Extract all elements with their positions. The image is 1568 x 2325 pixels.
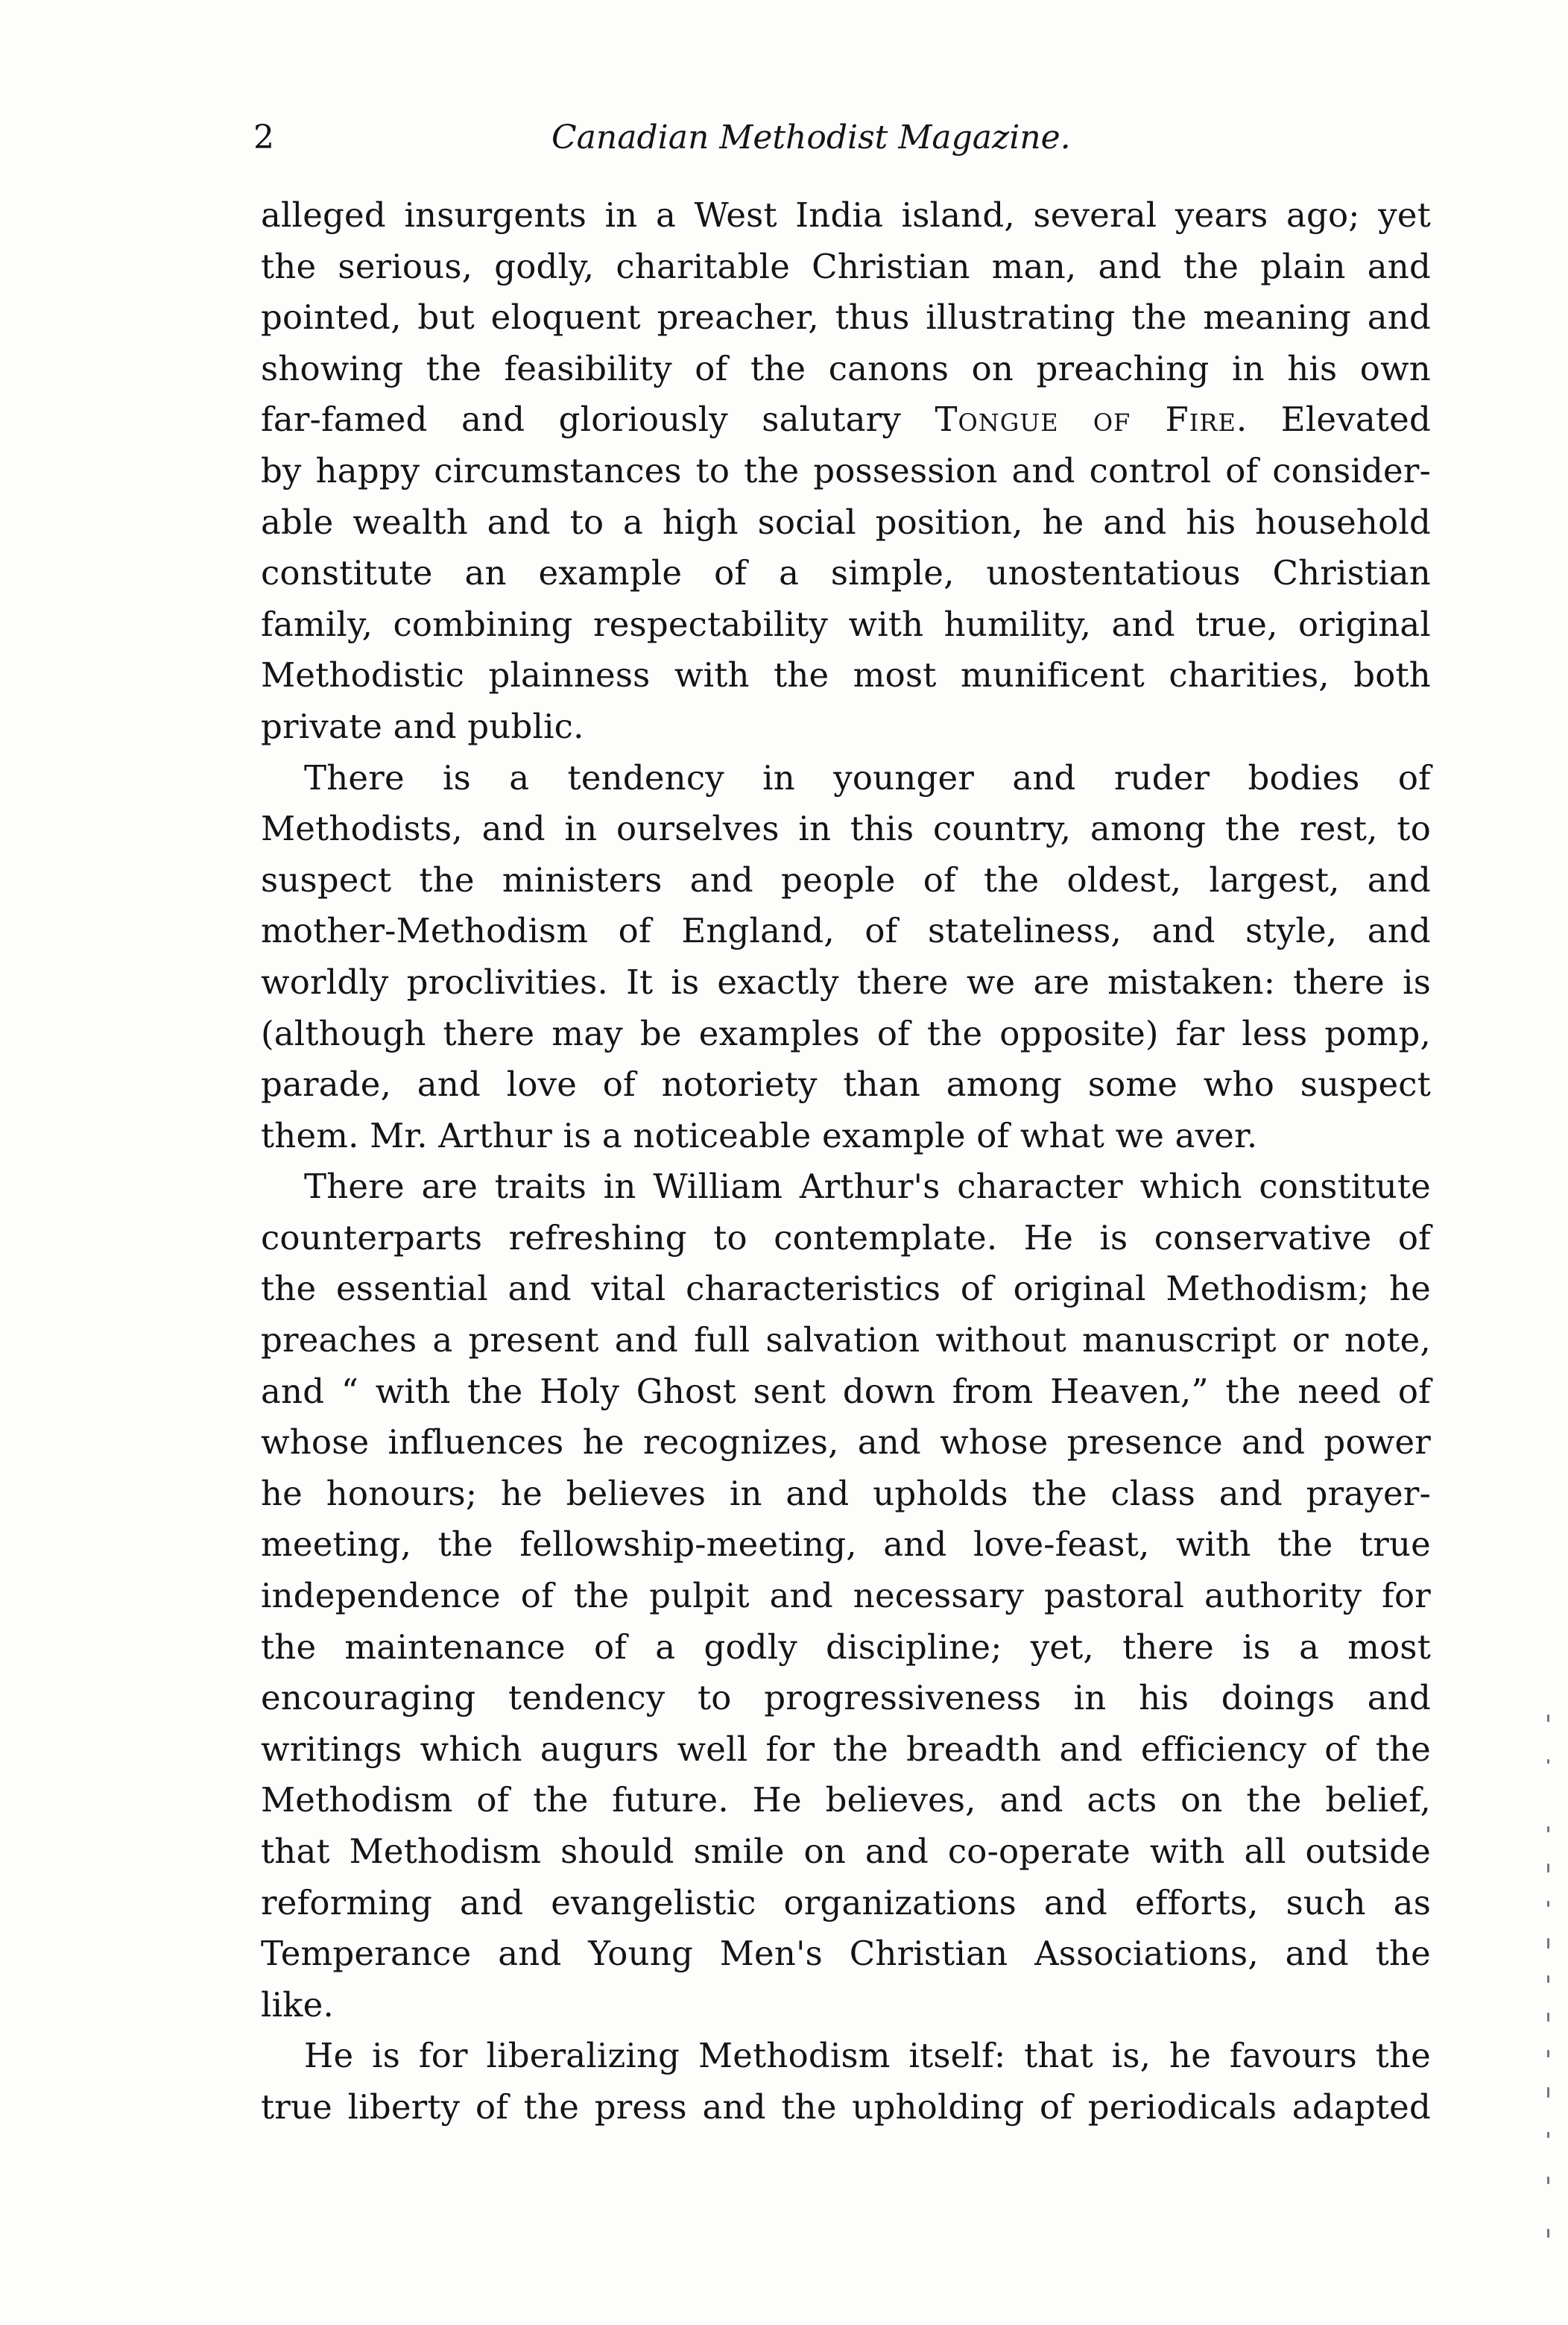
paragraph xyxy=(261,190,1431,753)
paragraph xyxy=(261,2031,1431,2133)
text-line: he honours; he believes in and upholds the class and prayer- xyxy=(261,1473,1431,1513)
text-line: encouraging tendency to progressiveness in his doings and xyxy=(261,1678,1431,1718)
text-line: able wealth and to a high social position, he and his household xyxy=(261,502,1431,542)
text-line: pointed, but eloquent preacher, thus illustrating the meaning and xyxy=(261,297,1431,338)
text-line: counterparts refreshing to contemplate. He is conservative of xyxy=(261,1217,1431,1258)
page-edge-marks xyxy=(1541,1714,1559,2251)
text-line: Methodistic plainness with the most munificent charities, both xyxy=(261,655,1431,695)
text-line: meeting, the fellowship-meeting, and love-feast, with the true xyxy=(261,1524,1431,1565)
article-body xyxy=(261,190,1431,2133)
text-line: the maintenance of a godly discipline; yet, there is a most xyxy=(261,1627,1431,1667)
text-line: There is a tendency in younger and ruder bodies of xyxy=(304,757,1431,798)
text-line: private and public. xyxy=(261,706,584,746)
text-line: (although there may be examples of the opposite) far less pomp, xyxy=(261,1013,1431,1053)
text-line: Methodism of the future. He believes, and acts on the belief, xyxy=(261,1780,1431,1820)
running-head xyxy=(253,112,1431,164)
text-line: He is for liberalizing Methodism itself: that is, he favours the xyxy=(304,2036,1431,2076)
text-line: that Methodism should smile on and co-operate with all outside xyxy=(261,1832,1431,1871)
text-line: preaches a present and full salvation without manuscript or note, xyxy=(261,1320,1431,1360)
text-line: independence of the pulpit and necessary pastoral authority for xyxy=(261,1576,1431,1616)
text-line: by happy circumstances to the possession and control of consider- xyxy=(261,450,1431,490)
text-line: alleged insurgents in a West India island, several years ago; yet xyxy=(261,195,1431,235)
text-line: Methodists, and in ourselves in this country, among the rest, to xyxy=(261,809,1431,849)
text-line: showing the feasibility of the canons on preaching in his own xyxy=(261,348,1431,388)
text-line: family, combining respectability with humility, and true, original xyxy=(261,604,1431,644)
text-line: true liberty of the press and the upholding of periodicals adapted xyxy=(261,2086,1431,2127)
text-line: Temperance and Young Men's Christian Associations, and the xyxy=(261,1934,1431,1974)
text-line: suspect the ministers and people of the oldest, largest, and xyxy=(261,859,1431,900)
text-line: There are traits in William Arthur's character which constitute xyxy=(304,1167,1431,1207)
paragraph xyxy=(261,1161,1431,2031)
text-line: far-famed and gloriously salutary Tongue of Fire. Elevated xyxy=(261,400,1431,440)
page-number: 2 xyxy=(253,119,274,157)
text-line: the essential and vital characteristics of original Methodism; he xyxy=(261,1269,1431,1309)
text-line: worldly proclivities. It is exactly there we are mistaken: there is xyxy=(261,962,1431,1002)
paragraph xyxy=(261,753,1431,1162)
text-line: writings which augurs well for the breadth and efficiency of the xyxy=(261,1729,1431,1769)
text-line: whose influences he recognizes, and whose presence and power xyxy=(261,1422,1431,1463)
text-line: and “ with the Holy Ghost sent down from Heaven,” the need of xyxy=(261,1371,1431,1411)
journal-title: Canadian Methodist Magazine. xyxy=(551,119,1071,157)
text-line: parade, and love of notoriety than among some who suspect xyxy=(261,1064,1431,1105)
text-line: reforming and evangelistic organizations and efforts, such as xyxy=(261,1882,1431,1922)
text-line: like. xyxy=(261,1984,334,2025)
text-line: constitute an example of a simple, unostentatious Christian xyxy=(261,553,1431,593)
text-line: the serious, godly, charitable Christian man, and the plain and xyxy=(261,246,1431,286)
text-line: them. Mr. Arthur is a noticeable example of what we aver. xyxy=(261,1115,1258,1155)
text-line: mother-Methodism of England, of stateliness, and style, and xyxy=(261,911,1431,951)
